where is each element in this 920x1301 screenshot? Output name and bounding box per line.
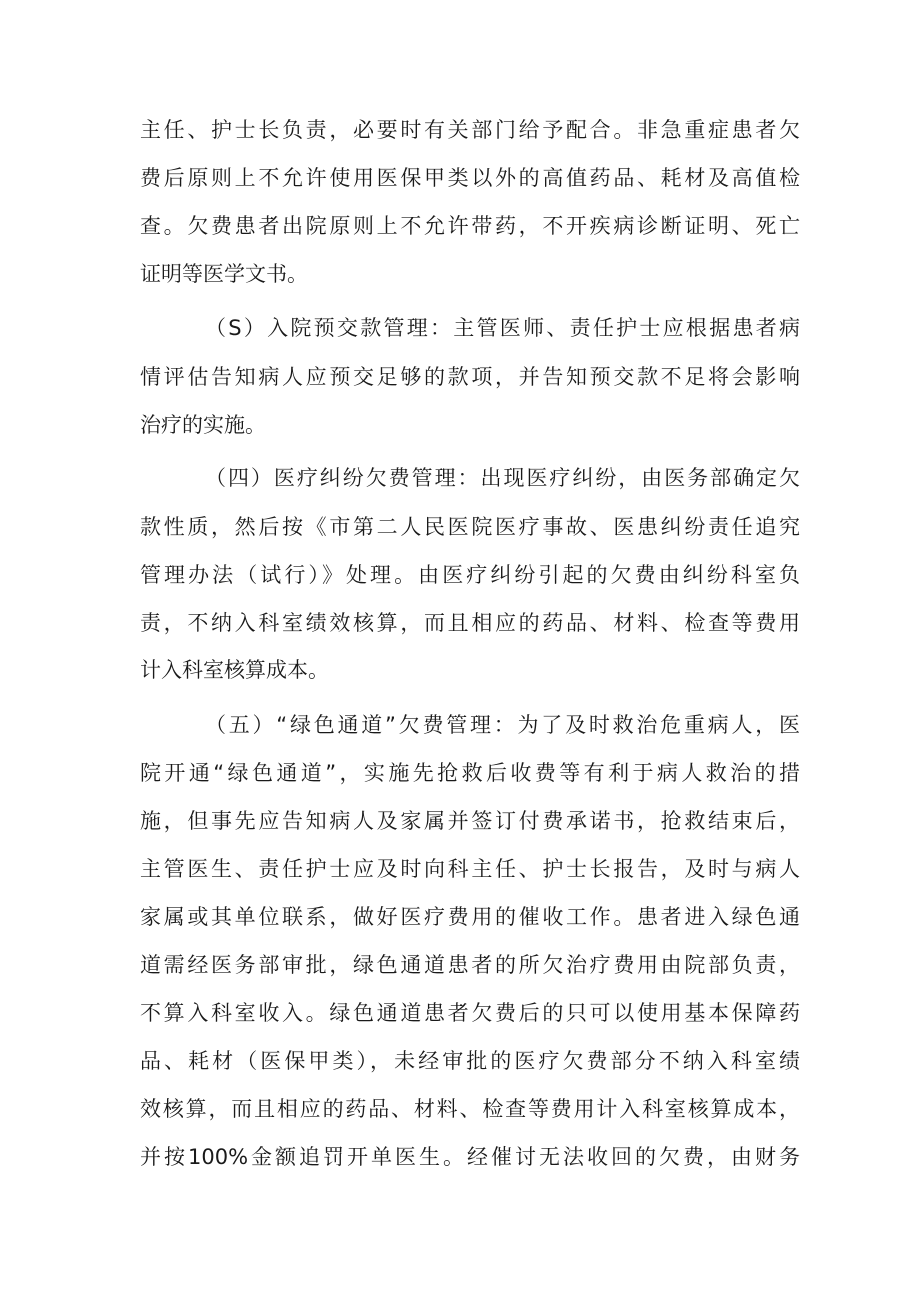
paragraph-4-line-8: 品、耗材（医保甲类），未经审批的医疗欠费部分不纳入科室绩 [140, 1049, 800, 1073]
paragraph-3-line-4: 责，不纳入科室绩效核算，而且相应的药品、材料、检查等费用 [140, 611, 800, 635]
paragraph-4-line-4: 主管医生、责任护士应及时向科主任、护士长报告，及时与病人 [140, 857, 800, 881]
paragraph-3-line-1: （四）医疗纠纷欠费管理：出现医疗纠纷，由医务部确定欠 [205, 466, 800, 490]
paragraph-1-line-4: 证明等医学文书。 [140, 262, 308, 286]
paragraph-4-line-3: 施，但事先应告知病人及家属并签订付费承诺书，抢救结束后， [140, 809, 800, 833]
paragraph-2-line-3: 治疗的实施。 [140, 413, 266, 437]
paragraph-4-line-9: 效核算，而且相应的药品、材料、检查等费用计入科室核算成本， [140, 1097, 800, 1121]
paragraph-4-line-7: 不算入科室收入。绿色通道患者欠费后的只可以使用基本保障药 [140, 1001, 800, 1025]
paragraph-3-line-2: 款性质，然后按《市第二人民医院医疗事故、医患纠纷责任追究 [140, 515, 800, 539]
paragraph-2-line-1: （S）入院预交款管理：主管医师、责任护士应根据患者病 [205, 316, 800, 340]
paragraph-1-line-1: 主任、护士长负责，必要时有关部门给予配合。非急重症患者欠 [140, 118, 800, 142]
paragraph-1-line-2: 费后原则上不允许使用医保甲类以外的高值药品、耗材及高值检 [140, 166, 800, 190]
paragraph-3-line-5: 计入科室核算成本。 [140, 658, 329, 682]
paragraph-4-line-1: （五）“绿色通道”欠费管理：为了及时救治危重病人，医 [205, 713, 800, 737]
paragraph-4-line-5: 家属或其单位联系，做好医疗费用的催收工作。患者进入绿色通 [140, 905, 800, 929]
paragraph-3-line-3: 管理办法（试行）》处理。由医疗纠纷引起的欠费由纠纷科室负 [140, 563, 800, 587]
paragraph-4-line-2: 院开通“绿色通道”，实施先抢救后收费等有利于病人救治的措 [140, 761, 800, 785]
paragraph-4-line-10: 并按100%金额追罚开单医生。经催讨无法收回的欠费，由财务 [140, 1145, 800, 1169]
paragraph-2-line-2: 情评估告知病人应预交足够的款项，并告知预交款不足将会影响 [140, 365, 800, 389]
paragraph-1-line-3: 查。欠费患者出院原则上不允许带药，不开疾病诊断证明、死亡 [140, 214, 800, 238]
paragraph-4-line-6: 道需经医务部审批，绿色通道患者的所欠治疗费用由院部负责， [140, 953, 800, 977]
